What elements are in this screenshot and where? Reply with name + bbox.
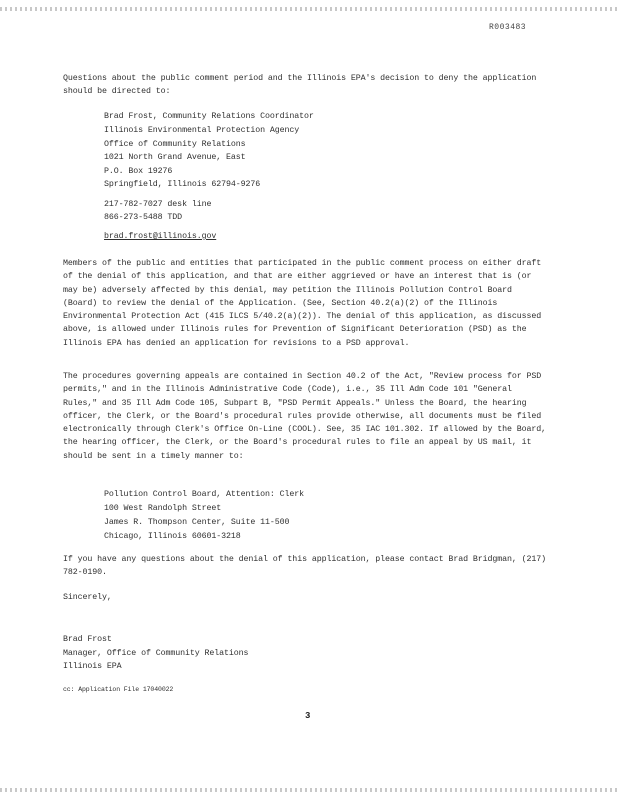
board-name: Pollution Control Board, Attention: Clerk	[104, 490, 305, 499]
board-building: James R. Thompson Center, Suite 11-500	[104, 518, 290, 527]
signer-org: Illinois EPA	[63, 662, 122, 671]
contact-email-link[interactable]: brad.frost@illinois.gov	[104, 232, 217, 241]
board-street: 100 West Randolph Street	[104, 504, 222, 513]
intro-paragraph: Questions about the public comment period and the Illinois EPA's decision to deny the application should be directed to:	[63, 74, 537, 97]
questions-paragraph: If you have any questions about the denial of this application, please contact Brad Bridgman, (217) 782-0190.	[63, 555, 547, 578]
closing: Sincerely,	[63, 593, 112, 602]
board-city: Chicago, Illinois 60601-3218	[104, 532, 241, 541]
contact-tdd: 866-273-5488 TDD	[104, 213, 183, 222]
contact-name: Brad Frost, Community Relations Coordinator	[104, 112, 314, 121]
contact-pobox: P.O. Box 19276	[104, 167, 173, 176]
appeal-rights-paragraph: Members of the public and entities that participated in the public comment process on either draft of the denial of this application, and that are either aggrieved or have an interest that is (or may be) adversely affected by this denial, may petition the Illinois Pollution Control Board (Board) to review the denial of the Application. (See, Section 40.2(a)(2) of the Illinois Environmental Protection Act (415 ILCS 5/40.2(a)(2)). The denial of this application, as discussed above, is allowed under Illinois rules for Prevention of Significant Deterioration (PSD) as the Illinois EPA has denied an application for revisions to a PSD approval.	[63, 259, 542, 348]
signer-title: Manager, Office of Community Relations	[63, 649, 249, 658]
contact-agency: Illinois Environmental Protection Agency	[104, 126, 300, 135]
scan-edge-bottom	[0, 788, 618, 792]
contact-city: Springfield, Illinois 62794-9276	[104, 180, 261, 189]
contact-phone: 217-782-7027 desk line	[104, 200, 212, 209]
page-number: 3	[305, 711, 311, 721]
scan-edge-top	[0, 7, 618, 11]
cc-line: cc: Application File 17040022	[63, 686, 174, 693]
appeal-procedures-paragraph: The procedures governing appeals are contained in Section 40.2 of the Act, "Review process for PSD permits," and in the Illinois Administrative Code (Code), i.e., 35 Ill Adm Code 101 "General Rules," and 35 Ill Adm Code 105, Subpart B, "PSD Permit Appeals." Unless the Board, the hearing officer, the Clerk, or the Board's procedural rules provide otherwise, all documents must be filed electronically through Clerk's Office On-Line (COOL). See, 35 IAC 101.302. If allowed by the Board, the hearing officer, the Clerk, or the Board's procedural rules to file an appeal by US mail, it should be sent in a timely manner to:	[63, 372, 547, 461]
signer-name: Brad Frost	[63, 635, 112, 644]
contact-street: 1021 North Grand Avenue, East	[104, 153, 246, 162]
bates-number: R003483	[489, 23, 527, 32]
contact-office: Office of Community Relations	[104, 140, 246, 149]
